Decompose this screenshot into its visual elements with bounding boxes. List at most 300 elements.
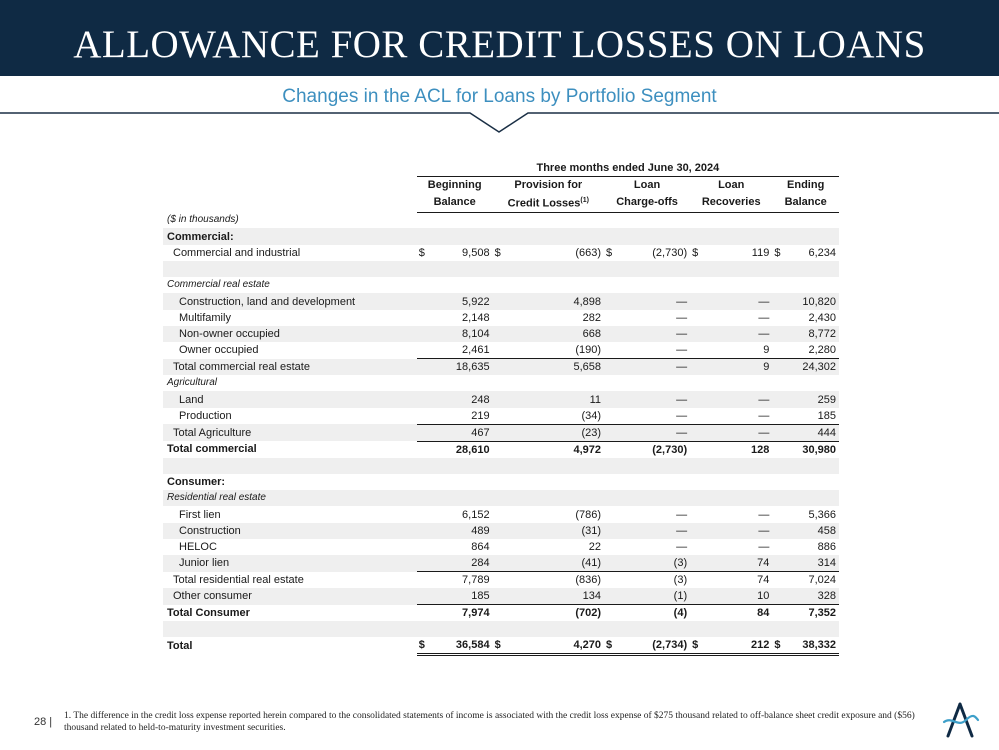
value-cell: 9 bbox=[704, 342, 772, 359]
table-row bbox=[163, 588, 839, 605]
header-columns-row bbox=[163, 193, 839, 212]
value-cell: — bbox=[618, 523, 690, 539]
value-cell: (2,734) bbox=[618, 637, 690, 655]
header-empty-cell bbox=[163, 193, 417, 212]
currency-cell: $ bbox=[606, 246, 613, 259]
empty-cell bbox=[493, 212, 507, 228]
currency-cell bbox=[493, 572, 507, 589]
empty-cell bbox=[417, 212, 431, 228]
value-cell bbox=[507, 458, 604, 474]
currency-cell bbox=[690, 293, 704, 309]
currency-cell bbox=[604, 523, 618, 539]
value-cell: — bbox=[704, 326, 772, 342]
currency-cell bbox=[604, 621, 618, 637]
currency-cell bbox=[690, 441, 704, 458]
value-cell bbox=[618, 277, 690, 293]
currency-cell bbox=[493, 458, 507, 474]
value-cell: 185 bbox=[786, 408, 839, 425]
row-label: Construction bbox=[163, 523, 417, 539]
value-cell: (2,730) bbox=[652, 443, 688, 456]
period-header: Three months ended June 30, 2024 bbox=[417, 160, 839, 177]
value-cell: 8,772 bbox=[786, 326, 839, 342]
value-cell bbox=[786, 261, 839, 277]
currency-cell bbox=[690, 572, 704, 589]
value-cell bbox=[431, 261, 493, 277]
empty-cell bbox=[690, 212, 704, 228]
value-cell bbox=[507, 375, 604, 391]
currency-cell bbox=[604, 359, 618, 376]
value-cell: 219 bbox=[431, 408, 493, 425]
row-label: Multifamily bbox=[179, 311, 231, 324]
value-cell bbox=[618, 458, 690, 474]
value-cell: 74 bbox=[757, 574, 770, 587]
currency-cell bbox=[772, 490, 786, 506]
currency-cell bbox=[417, 588, 431, 605]
row-label: Total Agriculture bbox=[163, 424, 417, 441]
value-cell: (41) bbox=[507, 555, 604, 572]
header-columns-row bbox=[163, 177, 839, 194]
currency-cell bbox=[772, 424, 786, 441]
value-cell: 9,508 bbox=[462, 246, 490, 259]
currency-cell bbox=[690, 408, 704, 425]
currency-cell bbox=[690, 375, 704, 391]
currency-cell bbox=[690, 424, 704, 441]
row-label bbox=[163, 458, 417, 474]
value-cell bbox=[704, 621, 772, 637]
empty-cell bbox=[618, 212, 690, 228]
value-cell: — bbox=[618, 424, 690, 441]
value-cell bbox=[704, 474, 772, 490]
currency-cell bbox=[604, 458, 618, 474]
currency-cell: $ bbox=[493, 637, 507, 655]
value-cell bbox=[431, 474, 493, 490]
value-cell: (3) bbox=[673, 574, 688, 587]
currency-cell bbox=[493, 391, 507, 407]
value-cell bbox=[704, 277, 772, 293]
currency-cell bbox=[690, 261, 704, 277]
currency-cell bbox=[772, 261, 786, 277]
currency-cell bbox=[493, 359, 507, 376]
currency-cell: $ bbox=[604, 637, 618, 655]
currency-cell bbox=[417, 342, 431, 359]
value-cell: 886 bbox=[817, 541, 836, 554]
currency-cell bbox=[493, 588, 507, 605]
value-cell bbox=[704, 490, 772, 506]
currency-cell: $ bbox=[417, 637, 431, 655]
value-cell: — bbox=[704, 424, 772, 441]
row-label: Total commercial real estate bbox=[163, 359, 417, 376]
value-cell: 10 bbox=[704, 588, 772, 605]
row-label: Commercial real estate bbox=[167, 279, 270, 291]
currency-cell bbox=[772, 621, 786, 637]
table-row bbox=[163, 621, 839, 637]
currency-cell bbox=[604, 588, 618, 605]
currency-cell bbox=[690, 458, 704, 474]
value-cell: — bbox=[758, 541, 770, 554]
currency-cell bbox=[604, 474, 618, 490]
currency-cell: $ bbox=[772, 637, 786, 655]
table-row bbox=[163, 490, 839, 506]
currency-cell bbox=[417, 539, 431, 555]
value-cell: — bbox=[704, 523, 772, 539]
currency-cell bbox=[417, 359, 431, 376]
table-row bbox=[163, 277, 839, 293]
value-cell: 4,972 bbox=[573, 443, 602, 456]
row-label: Consumer: bbox=[167, 476, 226, 489]
currency-cell bbox=[604, 539, 618, 555]
currency-cell bbox=[690, 277, 704, 293]
value-cell bbox=[618, 261, 690, 277]
value-cell: 6,234 bbox=[808, 246, 836, 259]
currency-cell bbox=[604, 326, 618, 342]
currency-cell bbox=[493, 605, 507, 622]
value-cell: 9 bbox=[704, 359, 772, 376]
value-cell: — bbox=[758, 311, 770, 324]
currency-cell bbox=[417, 572, 431, 589]
table-row bbox=[163, 637, 839, 655]
currency-cell bbox=[417, 441, 431, 458]
currency-cell bbox=[604, 293, 618, 309]
currency-cell bbox=[417, 506, 431, 522]
currency-cell bbox=[772, 228, 786, 244]
table-row bbox=[163, 605, 839, 622]
value-cell: — bbox=[704, 293, 772, 309]
currency-cell bbox=[493, 408, 507, 425]
value-cell bbox=[786, 621, 839, 637]
value-cell: — bbox=[758, 508, 770, 521]
currency-cell bbox=[772, 474, 786, 490]
currency-cell bbox=[772, 408, 786, 425]
currency-cell bbox=[690, 342, 704, 359]
value-cell: (3) bbox=[618, 555, 690, 572]
value-cell bbox=[431, 277, 493, 293]
currency-cell bbox=[772, 523, 786, 539]
currency-cell bbox=[690, 539, 704, 555]
value-cell: 314 bbox=[786, 555, 839, 572]
table-row bbox=[163, 474, 839, 490]
header-empty-cell bbox=[163, 177, 417, 194]
row-label: Commercial: bbox=[163, 228, 417, 244]
column-header: Loan bbox=[718, 179, 745, 191]
table-row bbox=[163, 326, 839, 342]
currency-cell bbox=[690, 310, 704, 326]
value-cell bbox=[618, 474, 690, 490]
value-cell: — bbox=[704, 408, 772, 425]
value-cell: 4,270 bbox=[507, 637, 604, 655]
currency-cell bbox=[690, 523, 704, 539]
footnote: 1. The difference in the credit loss expense reported herein compared to the consolidated statements of income is associated with the credit loss expense of $275 thousand related to off-balance sheet credit exposure and ($56) thousand related to held-to-maturity investment securities. bbox=[64, 711, 915, 733]
table-row bbox=[163, 539, 839, 555]
header-period-row bbox=[163, 160, 839, 177]
currency-cell bbox=[417, 605, 431, 622]
currency-cell bbox=[772, 342, 786, 359]
value-cell: — bbox=[618, 391, 690, 407]
value-cell: 489 bbox=[431, 523, 493, 539]
value-cell bbox=[618, 375, 690, 391]
table-row bbox=[163, 523, 839, 539]
currency-cell bbox=[772, 326, 786, 342]
currency-cell bbox=[417, 474, 431, 490]
table-row bbox=[163, 391, 839, 407]
row-label: Total bbox=[167, 640, 193, 653]
table-row bbox=[163, 293, 839, 309]
value-cell: (786) bbox=[575, 508, 602, 521]
value-cell: — bbox=[676, 508, 688, 521]
value-cell: 134 bbox=[507, 588, 604, 605]
table-row bbox=[163, 441, 839, 458]
value-cell bbox=[704, 228, 772, 244]
value-cell: 282 bbox=[582, 311, 602, 324]
value-cell bbox=[507, 621, 604, 637]
column-header: Credit Losses$^{(1)}$ bbox=[493, 193, 604, 212]
value-cell: 259 bbox=[786, 391, 839, 407]
value-cell bbox=[507, 277, 604, 293]
row-label: HELOC bbox=[179, 541, 217, 554]
value-cell: 36,584 bbox=[431, 637, 493, 655]
currency-cell bbox=[772, 539, 786, 555]
table-row bbox=[163, 506, 839, 522]
value-cell: — bbox=[618, 408, 690, 425]
row-label: Production bbox=[179, 409, 232, 422]
value-cell: 8,104 bbox=[431, 326, 493, 342]
currency-cell bbox=[604, 441, 618, 458]
table-row bbox=[163, 310, 839, 326]
currency-cell bbox=[690, 391, 704, 407]
row-label: Total Consumer bbox=[167, 606, 250, 619]
table-row bbox=[163, 359, 839, 376]
value-cell: (2,730) bbox=[652, 246, 688, 259]
value-cell bbox=[431, 375, 493, 391]
currency-cell: $ bbox=[494, 246, 501, 259]
currency-cell bbox=[417, 621, 431, 637]
currency-cell bbox=[417, 424, 431, 441]
currency-cell bbox=[604, 506, 618, 522]
currency-cell bbox=[690, 359, 704, 376]
value-cell: (663) bbox=[575, 246, 602, 259]
row-label: Commercial and industrial bbox=[173, 246, 301, 259]
company-a-logo-icon bbox=[940, 700, 980, 740]
value-cell bbox=[618, 490, 690, 506]
column-header: Beginning bbox=[427, 179, 482, 191]
table-row bbox=[163, 408, 839, 425]
column-header: Provision for bbox=[514, 179, 583, 191]
value-cell: 7,789 bbox=[462, 574, 490, 587]
value-cell bbox=[786, 277, 839, 293]
value-cell: 10,820 bbox=[786, 293, 839, 309]
value-cell: (702) bbox=[575, 607, 602, 620]
value-cell: 2,148 bbox=[462, 311, 490, 324]
value-cell: — bbox=[618, 293, 690, 309]
table-row bbox=[163, 342, 839, 359]
currency-cell bbox=[772, 572, 786, 589]
table-row bbox=[163, 572, 839, 589]
row-label: Junior lien bbox=[163, 555, 417, 572]
currency-cell bbox=[772, 555, 786, 572]
table-row bbox=[163, 245, 839, 261]
row-label: Agricultural bbox=[167, 377, 218, 389]
value-cell: 212 bbox=[704, 637, 772, 655]
currency-cell bbox=[604, 605, 618, 622]
currency-cell bbox=[772, 605, 786, 622]
currency-cell bbox=[417, 458, 431, 474]
currency-cell bbox=[417, 261, 431, 277]
currency-cell bbox=[417, 310, 431, 326]
currency-cell bbox=[417, 277, 431, 293]
value-cell bbox=[507, 261, 604, 277]
value-cell: — bbox=[676, 541, 688, 554]
currency-cell bbox=[493, 375, 507, 391]
currency-cell bbox=[772, 588, 786, 605]
column-header: Ending bbox=[787, 179, 825, 191]
value-cell bbox=[507, 228, 604, 244]
value-cell: 24,302 bbox=[786, 359, 839, 376]
page-subtitle: Changes in the ACL for Loans by Portfolio Segment bbox=[282, 86, 717, 107]
value-cell bbox=[507, 474, 604, 490]
value-cell bbox=[786, 375, 839, 391]
value-cell: 11 bbox=[507, 391, 604, 407]
currency-cell bbox=[772, 391, 786, 407]
column-header: Charge-offs bbox=[604, 193, 690, 212]
currency-cell bbox=[417, 293, 431, 309]
page-title: ALLOWANCE FOR CREDIT LOSSES ON LOANS bbox=[73, 23, 926, 66]
table-row bbox=[163, 375, 839, 391]
row-label bbox=[163, 621, 417, 637]
value-cell: 74 bbox=[704, 555, 772, 572]
value-cell: 185 bbox=[431, 588, 493, 605]
currency-cell bbox=[493, 424, 507, 441]
units-label: ($ in thousands) bbox=[167, 214, 239, 226]
value-cell: (190) bbox=[507, 342, 604, 359]
currency-cell: $ bbox=[418, 246, 425, 259]
footnote-marker: (1) bbox=[580, 197, 589, 204]
row-label: Total residential real estate bbox=[173, 573, 304, 586]
value-cell: 119 bbox=[751, 246, 770, 259]
currency-cell bbox=[493, 555, 507, 572]
currency-cell bbox=[417, 408, 431, 425]
value-cell: — bbox=[618, 342, 690, 359]
value-cell: 7,352 bbox=[808, 607, 836, 620]
currency-cell bbox=[604, 228, 618, 244]
column-header: Balance bbox=[417, 193, 493, 212]
empty-cell bbox=[507, 212, 604, 228]
value-cell bbox=[786, 490, 839, 506]
value-cell: — bbox=[704, 391, 772, 407]
currency-cell bbox=[604, 375, 618, 391]
currency-cell bbox=[493, 621, 507, 637]
currency-cell bbox=[604, 277, 618, 293]
value-cell bbox=[704, 458, 772, 474]
title-banner bbox=[0, 0, 999, 76]
currency-cell bbox=[772, 506, 786, 522]
currency-cell bbox=[690, 326, 704, 342]
value-cell: — bbox=[618, 359, 690, 376]
value-cell: — bbox=[676, 311, 688, 324]
empty-cell bbox=[704, 212, 772, 228]
currency-cell bbox=[493, 261, 507, 277]
value-cell bbox=[618, 228, 690, 244]
table-row bbox=[163, 458, 839, 474]
currency-cell bbox=[772, 375, 786, 391]
value-cell: 28,610 bbox=[455, 443, 490, 456]
currency-cell bbox=[604, 391, 618, 407]
value-cell: 5,366 bbox=[808, 508, 836, 521]
row-label: Construction, land and development bbox=[163, 293, 417, 309]
value-cell: (836) bbox=[575, 574, 602, 587]
empty-cell bbox=[786, 212, 839, 228]
currency-cell bbox=[604, 424, 618, 441]
value-cell: 22 bbox=[588, 541, 602, 554]
value-cell bbox=[431, 621, 493, 637]
currency-cell bbox=[604, 342, 618, 359]
value-cell: 328 bbox=[786, 588, 839, 605]
units-row bbox=[163, 212, 839, 228]
currency-cell bbox=[493, 277, 507, 293]
currency-cell bbox=[417, 326, 431, 342]
row-label: Other consumer bbox=[163, 588, 417, 605]
currency-cell bbox=[690, 605, 704, 622]
value-cell: (1) bbox=[618, 588, 690, 605]
value-cell: 444 bbox=[786, 424, 839, 441]
currency-cell bbox=[417, 228, 431, 244]
value-cell: 284 bbox=[431, 555, 493, 572]
value-cell bbox=[618, 621, 690, 637]
value-cell: 6,152 bbox=[462, 508, 490, 521]
currency-cell bbox=[690, 555, 704, 572]
acl-table bbox=[163, 160, 839, 656]
currency-cell: $ bbox=[690, 637, 704, 655]
currency-cell bbox=[493, 326, 507, 342]
value-cell: 5,658 bbox=[507, 359, 604, 376]
value-cell bbox=[786, 458, 839, 474]
currency-cell bbox=[690, 621, 704, 637]
empty-cell bbox=[431, 212, 493, 228]
value-cell bbox=[786, 228, 839, 244]
value-cell: 128 bbox=[750, 443, 770, 456]
value-cell: 2,461 bbox=[431, 342, 493, 359]
value-cell bbox=[704, 261, 772, 277]
value-cell: 30,980 bbox=[802, 443, 836, 456]
value-cell bbox=[431, 458, 493, 474]
value-cell: 467 bbox=[431, 424, 493, 441]
currency-cell bbox=[690, 474, 704, 490]
currency-cell bbox=[604, 261, 618, 277]
value-cell: 2,280 bbox=[786, 342, 839, 359]
table-row bbox=[163, 228, 839, 244]
currency-cell bbox=[493, 342, 507, 359]
value-cell: 84 bbox=[757, 607, 770, 620]
currency-cell bbox=[417, 555, 431, 572]
chevron-divider-icon bbox=[0, 100, 999, 140]
value-cell: 7,024 bbox=[808, 574, 836, 587]
currency-cell bbox=[772, 293, 786, 309]
currency-cell bbox=[772, 458, 786, 474]
value-cell: 7,974 bbox=[462, 607, 490, 620]
value-cell: (34) bbox=[507, 408, 604, 425]
row-label: First lien bbox=[179, 508, 221, 521]
row-label bbox=[163, 261, 417, 277]
currency-cell bbox=[493, 506, 507, 522]
currency-cell bbox=[604, 555, 618, 572]
value-cell bbox=[507, 490, 604, 506]
currency-cell bbox=[417, 523, 431, 539]
currency-cell bbox=[493, 228, 507, 244]
currency-cell bbox=[604, 572, 618, 589]
table-row bbox=[163, 424, 839, 441]
value-cell: (23) bbox=[507, 424, 604, 441]
value-cell: 248 bbox=[431, 391, 493, 407]
value-cell: (31) bbox=[507, 523, 604, 539]
currency-cell bbox=[604, 408, 618, 425]
